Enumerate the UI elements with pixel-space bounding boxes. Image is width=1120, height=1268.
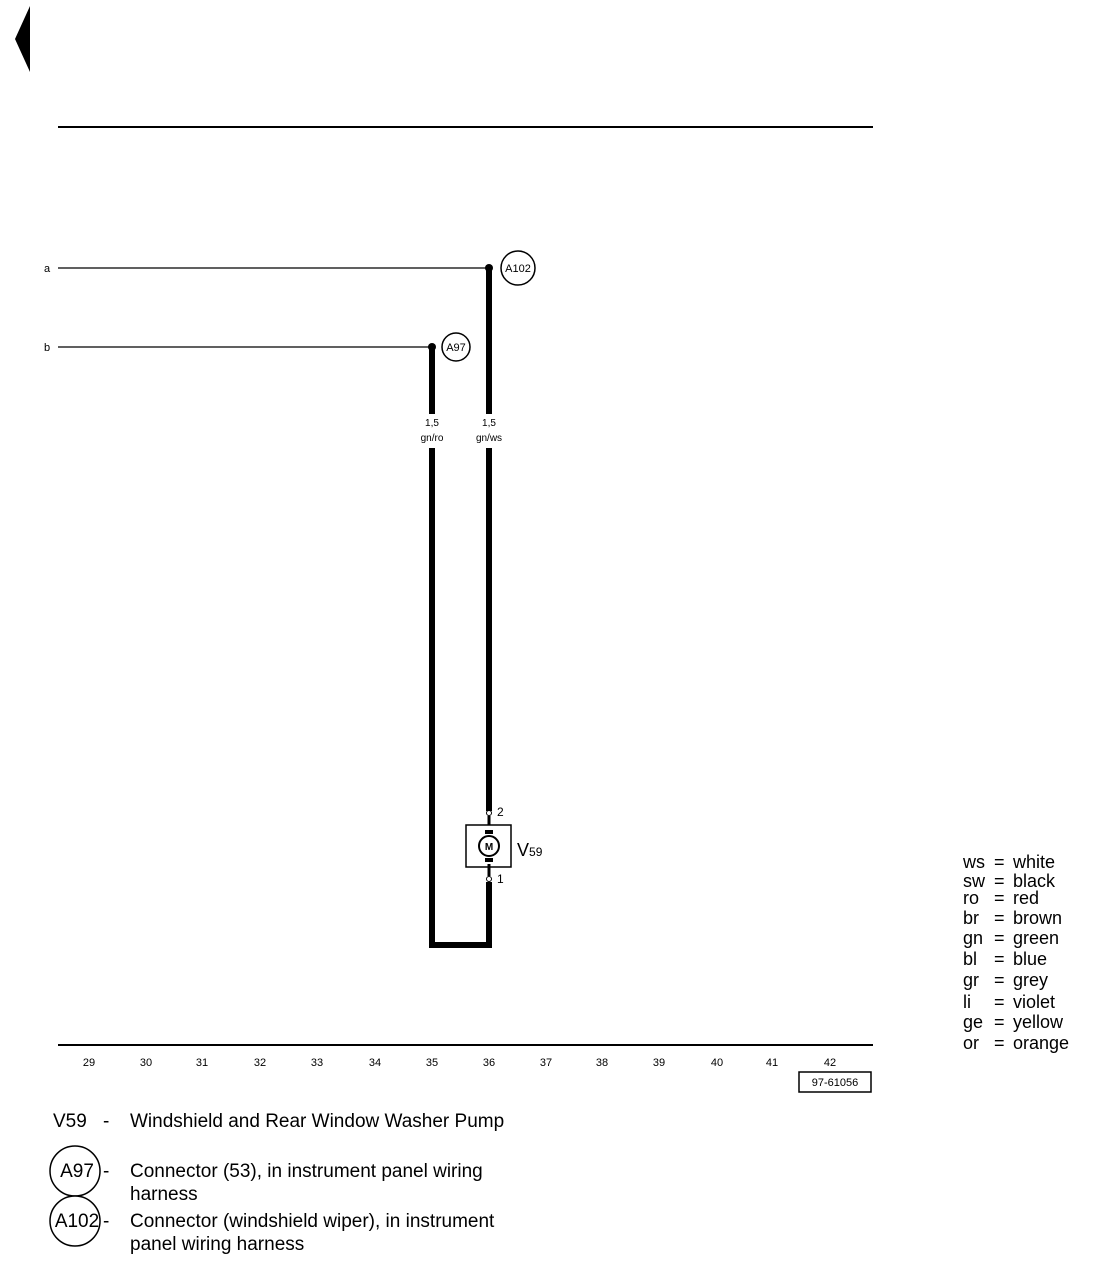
pin-1-terminal [487,877,492,882]
wire-gn-ro-color: gn/ro [420,433,444,444]
color-key-eq: = [994,888,1005,908]
legend-a97-code: A97 [60,1161,94,1182]
track-number: 40 [710,1057,724,1069]
color-key-code: br [963,908,980,928]
pin-2-label: 2 [497,805,504,819]
legend-a102-text-line1: Connector (windshield wiper), in instrument [130,1211,495,1232]
track-number: 42 [823,1057,837,1069]
back-arrow-icon[interactable] [15,6,30,72]
color-key-eq: = [994,1033,1005,1053]
motor-brush-bottom [485,858,493,862]
color-key-code: ge [963,1012,984,1032]
legend-a97-text-line2: harness [130,1184,198,1205]
track-number: 36 [482,1057,496,1069]
color-key-name: white [1013,852,1056,872]
color-key-name: grey [1013,970,1049,990]
color-key-eq: = [994,908,1005,928]
legend-a97-dash: - [103,1161,110,1182]
color-key-code: ro [963,888,980,908]
track-number: 30 [139,1057,153,1069]
track-number: 41 [765,1057,779,1069]
color-key-eq: = [994,970,1005,990]
color-key-code: li [963,992,971,1012]
connector-a97-label: A97 [446,342,466,354]
component-v59-code: V59 [517,840,543,860]
track-numbers [83,1057,836,1069]
color-key-eq: = [994,928,1005,948]
color-key-eq: = [994,871,1005,891]
color-key-name: brown [1013,908,1063,928]
track-number: 38 [595,1057,609,1069]
color-key-name: blue [1013,949,1048,969]
track-number: 31 [195,1057,209,1069]
color-key-eq: = [994,949,1005,969]
wire-gn-ws-color: gn/ws [475,433,503,444]
pin-2-terminal [487,811,492,816]
color-key-code: or [963,1033,980,1053]
legend-v59-dash: - [103,1111,110,1132]
color-key-name: orange [1013,1033,1070,1053]
color-key-eq: = [994,992,1005,1012]
wire-b-label: b [44,342,51,354]
color-key-name: green [1013,928,1060,948]
color-key-code: gr [963,970,980,990]
track-number: 37 [539,1057,553,1069]
color-key-name: red [1013,888,1040,908]
track-number: 33 [310,1057,324,1069]
legend-v59-text: Windshield and Rear Window Washer Pump [130,1111,505,1132]
legend-a97-text-line1: Connector (53), in instrument panel wiring [130,1161,483,1182]
track-number: 34 [368,1057,382,1069]
wire-a-label: a [44,263,51,275]
track-number: 29 [82,1057,96,1069]
color-key-name: black [1013,871,1056,891]
connector-a102-label: A102 [505,263,531,275]
wire-gn-ws-size: 1,5 [482,418,496,429]
color-key-code: sw [963,871,985,891]
color-key-code: gn [963,928,984,948]
color-key-eq: = [994,1012,1005,1032]
color-key-name: violet [1013,992,1056,1012]
track-number: 35 [425,1057,439,1069]
track-number: 39 [652,1057,666,1069]
color-key-code: bl [963,949,978,969]
motor-brush-top [485,830,493,834]
pin-1-label: 1 [497,872,504,886]
figure-id: 97-61056 [811,1077,859,1089]
legend-a102-text-line2: panel wiring harness [130,1234,305,1255]
color-key-code: ws [963,852,985,872]
legend-a102-code: A102 [54,1211,100,1232]
legend-a102-dash: - [103,1211,110,1232]
wire-gn-ro-size: 1,5 [425,418,439,429]
motor-symbol-label: M [484,842,494,853]
track-number: 32 [253,1057,267,1069]
color-key-eq: = [994,852,1005,872]
color-key-name: yellow [1013,1012,1064,1032]
color-key [962,852,1069,1053]
legend-v59-code: V59 [53,1111,87,1132]
